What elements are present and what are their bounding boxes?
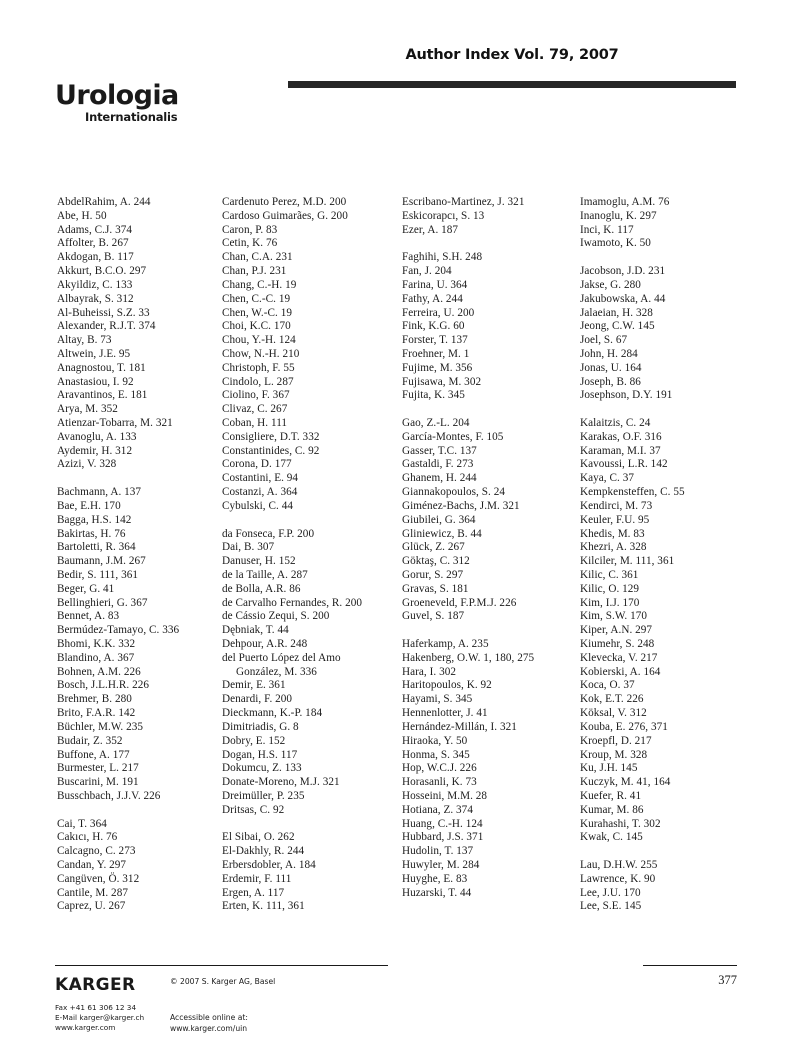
index-entry: Fujita, K. 345 [402, 389, 465, 402]
index-entry: Kiumehr, S. 248 [580, 638, 655, 650]
index-entry: Dimitriadis, G. 8 [222, 720, 299, 733]
index-entry: Costantini, E. 94 [222, 472, 299, 485]
index-entry: Kobierski, A. 164 [580, 665, 661, 678]
index-entry: Inci, K. 117 [580, 223, 634, 236]
index-group-spacer [580, 403, 760, 417]
index-entry: El Sibai, O. 262 [222, 831, 295, 844]
index-entry: Avanoglu, A. 133 [57, 430, 137, 443]
index-column-3 [402, 196, 580, 900]
index-entry: Chen, C.-C. 19 [222, 292, 291, 305]
index-entry: Affolter, B. 267 [57, 237, 129, 250]
index-entry: Cangüven, Ö. 312 [57, 872, 140, 885]
index-entry: Clivaz, C. 267 [222, 403, 288, 416]
index-entry: Froehner, M. 1 [402, 347, 470, 360]
index-entry: Ciolino, F. 367 [222, 389, 290, 402]
page-number: 377 [718, 973, 737, 987]
index-entry: Kuefer, R. 41 [580, 789, 642, 802]
index-entry: Glück, Z. 267 [402, 541, 465, 554]
index-entry: Kaya, C. 37 [580, 472, 634, 485]
index-entry: Hubbard, J.S. 371 [402, 831, 484, 844]
index-entry: Gliniewicz, B. 44 [402, 527, 482, 540]
index-entry: Kroup, M. 328 [580, 748, 648, 761]
index-entry: Kendirci, M. 73 [580, 499, 653, 512]
index-entry: Hakenberg, O.W. 1, 180, 275 [402, 651, 535, 664]
index-entry: Hernández-Millán, I. 321 [402, 720, 517, 733]
index-entry: Fujime, M. 356 [402, 361, 473, 374]
index-entry: Giannakopoulos, S. 24 [402, 486, 505, 499]
karger-publisher-logo: KARGER [55, 975, 136, 995]
index-entry: Aydemir, H. 312 [57, 444, 133, 457]
index-entry: Dehpour, A.R. 248 [222, 638, 308, 650]
index-entry: Erdemir, F. 111 [222, 872, 292, 885]
footer-divider-rule-left [55, 965, 388, 966]
index-entry: Brehmer, B. 280 [57, 693, 132, 706]
index-entry: Horasanli, K. 73 [402, 776, 477, 789]
index-entry: Giubilei, G. 364 [402, 513, 476, 526]
index-entry: Farina, U. 364 [402, 278, 468, 291]
index-entry: González, M. 336 [236, 665, 317, 678]
index-entry: Khedis, M. 83 [580, 527, 645, 540]
index-entry: Akyildiz, C. 133 [57, 278, 133, 291]
index-entry: Cantile, M. 287 [57, 886, 128, 899]
index-entry: Bachmann, A. 137 [57, 486, 142, 499]
index-entry: Kempkensteffen, C. 55 [580, 486, 685, 499]
index-entry: de la Taille, A. 287 [222, 568, 308, 581]
index-entry: Bartoletti, R. 364 [57, 541, 136, 554]
index-entry: Kilic, C. 361 [580, 568, 639, 581]
index-entry: Lawrence, K. 90 [580, 872, 656, 885]
index-entry: Keuler, F.U. 95 [580, 513, 650, 526]
index-entry: Göktaş, C. 312 [402, 555, 470, 568]
index-entry: Khezri, A. 328 [580, 541, 647, 554]
index-entry: Bhomi, K.K. 332 [57, 638, 136, 650]
index-entry: Dobry, E. 152 [222, 734, 286, 747]
index-entry: Jalaeian, H. 328 [580, 306, 653, 319]
index-entry: Cai, T. 364 [57, 817, 107, 830]
index-entry: Cybulski, C. 44 [222, 499, 293, 512]
index-entry: Dritsas, C. 92 [222, 803, 285, 816]
index-entry: Cakıcı, H. 76 [57, 831, 118, 844]
index-entry: Abe, H. 50 [57, 209, 107, 222]
index-entry: Hudolin, T. 137 [402, 845, 474, 858]
index-entry: Bosch, J.L.H.R. 226 [57, 679, 150, 692]
page-header [0, 0, 794, 140]
index-entry: Albayrak, S. 312 [57, 292, 134, 305]
index-entry: Dieckmann, K.-P. 184 [222, 707, 323, 720]
index-entry: Kiper, A.N. 297 [580, 624, 653, 637]
index-entry: Beger, G. 41 [57, 582, 115, 595]
index-entry: Ergen, A. 117 [222, 886, 285, 899]
index-entry: Chan, C.A. 231 [222, 251, 293, 264]
index-entry: Constantinides, C. 92 [222, 444, 320, 457]
online-access-block [170, 1012, 248, 1034]
index-entry: Ferreira, U. 200 [402, 306, 475, 319]
index-entry: Jeong, C.W. 145 [580, 320, 655, 333]
copyright-notice: © 2007 S. Karger AG, Basel [170, 977, 276, 986]
index-entry: Gao, Z.-L. 204 [402, 417, 470, 429]
index-entry: Bennet, A. 83 [57, 610, 120, 623]
index-entry: Bellinghieri, G. 367 [57, 596, 148, 609]
index-entry: Fathy, A. 244 [402, 292, 463, 305]
index-entry: Dai, B. 307 [222, 541, 275, 554]
index-entry: Gasser, T.C. 137 [402, 444, 477, 457]
index-entry: Kumar, M. 86 [580, 803, 644, 816]
author-index-body [0, 196, 794, 936]
publisher-email: E-Mail karger@karger.ch [55, 1012, 145, 1022]
index-group-spacer [580, 251, 760, 265]
index-entry: Hara, I. 302 [402, 665, 457, 678]
index-entry: Caron, P. 83 [222, 223, 278, 236]
index-entry: Caprez, U. 267 [57, 900, 126, 913]
index-entry: Guvel, S. 187 [402, 610, 465, 623]
index-entry: Büchler, M.W. 235 [57, 720, 144, 733]
index-entry: El-Dakhly, R. 244 [222, 845, 305, 858]
index-entry: Dreimüller, P. 235 [222, 789, 305, 802]
index-group-spacer [222, 818, 402, 832]
index-entry: Gorur, S. 297 [402, 568, 464, 581]
index-entry: Ghanem, H. 244 [402, 472, 477, 485]
index-entry: Demir, E. 361 [222, 679, 286, 692]
index-entry: Karakas, O.F. 316 [580, 430, 662, 443]
index-entry: Joel, S. 67 [580, 334, 628, 347]
index-entry: Blandino, A. 367 [57, 651, 135, 664]
index-entry: Ku, J.H. 145 [580, 762, 638, 775]
online-access-url: www.karger.com/uin [170, 1024, 248, 1033]
index-entry: Faghihi, S.H. 248 [402, 251, 483, 264]
index-entry: Eskicorapcı, S. 13 [402, 209, 485, 222]
index-entry: Costanzi, A. 364 [222, 486, 298, 499]
index-entry: Josephson, D.Y. 191 [580, 389, 673, 402]
index-entry: Donate-Moreno, M.J. 321 [222, 776, 340, 789]
index-entry: Kroepfl, D. 217 [580, 734, 652, 747]
page-footer [0, 955, 794, 1058]
index-entry: Iwamoto, K. 50 [580, 237, 651, 250]
index-entry: Hennenlotter, J. 41 [402, 707, 488, 720]
index-entry: Adams, C.J. 374 [57, 223, 133, 236]
index-entry: Danuser, H. 152 [222, 555, 296, 568]
index-entry: Erten, K. 111, 361 [222, 900, 305, 913]
index-entry: Hiraoka, Y. 50 [402, 734, 468, 747]
index-entry: Hop, W.C.J. 226 [402, 762, 477, 775]
index-entry: Bohnen, A.M. 226 [57, 665, 141, 678]
index-entry: Kok, E.T. 226 [580, 693, 644, 706]
index-entry: Cardenuto Perez, M.D. 200 [222, 196, 347, 208]
index-entry: Jacobson, J.D. 231 [580, 265, 666, 278]
index-entry: Dokumcu, Z. 133 [222, 762, 302, 775]
index-entry: Köksal, V. 312 [580, 707, 647, 720]
index-entry: Busschbach, J.J.V. 226 [57, 789, 161, 802]
index-entry: de Bolla, A.R. 86 [222, 582, 301, 595]
index-entry: Kim, S.W. 170 [580, 610, 648, 623]
header-divider-rule [288, 81, 736, 88]
index-entry: Lee, J.U. 170 [580, 886, 641, 899]
index-entry: Candan, Y. 297 [57, 859, 127, 871]
index-group-spacer [402, 237, 580, 251]
page-title: Author Index Vol. 79, 2007 [405, 47, 619, 63]
index-column-2 [222, 196, 402, 914]
index-entry: John, H. 284 [580, 347, 638, 360]
index-entry: Hayami, S. 345 [402, 693, 473, 706]
index-entry: Baumann, J.M. 267 [57, 555, 146, 568]
index-entry: Fan, J. 204 [402, 265, 452, 278]
index-entry: Haferkamp, A. 235 [402, 638, 489, 650]
index-entry: Christoph, F. 55 [222, 361, 295, 374]
index-entry: Huzarski, T. 44 [402, 886, 472, 899]
index-entry: Budair, Z. 352 [57, 734, 123, 747]
index-entry: de Cássio Zequi, S. 200 [222, 610, 330, 623]
index-entry: Aravantinos, E. 181 [57, 389, 148, 402]
index-entry: Cetin, K. 76 [222, 237, 278, 250]
index-entry: Lau, D.H.W. 255 [580, 859, 658, 871]
index-entry: Huyghe, E. 83 [402, 872, 468, 885]
index-entry: Bakirtas, H. 76 [57, 527, 126, 540]
index-entry: Bae, E.H. 170 [57, 499, 121, 512]
index-entry: Cardoso Guimarães, G. 200 [222, 209, 348, 222]
index-entry: Bedir, S. 111, 361 [57, 568, 139, 581]
index-entry: Chan, P.J. 231 [222, 265, 287, 278]
index-entry: Hosseini, M.M. 28 [402, 789, 488, 802]
index-entry: García-Montes, F. 105 [402, 430, 504, 443]
index-entry: Brito, F.A.R. 142 [57, 707, 136, 720]
index-entry: Arya, M. 352 [57, 403, 118, 416]
index-entry: Huang, C.-H. 124 [402, 817, 483, 830]
index-entry: Kalaitzis, C. 24 [580, 417, 651, 429]
index-entry: Kilic, O. 129 [580, 582, 640, 595]
index-column-1 [57, 196, 222, 914]
index-entry: Lee, S.E. 145 [580, 900, 642, 913]
index-entry: Ezer, A. 187 [402, 223, 459, 236]
index-group-spacer [580, 845, 760, 859]
index-entry: Denardi, F. 200 [222, 693, 293, 706]
index-entry: Giménez-Bachs, J.M. 321 [402, 499, 520, 512]
index-entry: Chang, C.-H. 19 [222, 278, 297, 291]
publisher-fax: Fax +41 61 306 12 34 [55, 1003, 137, 1012]
index-group-spacer [57, 472, 222, 486]
index-entry: Fujisawa, M. 302 [402, 375, 482, 388]
index-entry: Calcagno, C. 273 [57, 845, 136, 858]
index-entry: Gravas, S. 181 [402, 582, 469, 595]
index-entry: del Puerto López del Amo [222, 651, 341, 664]
index-entry: Akkurt, B.C.O. 297 [57, 265, 147, 278]
index-entry: Chen, W.-C. 19 [222, 306, 293, 319]
index-entry: Altwein, J.E. 95 [57, 347, 131, 360]
index-entry: Buffone, A. 177 [57, 748, 130, 761]
index-column-4 [580, 196, 760, 914]
index-entry: Kuczyk, M. 41, 164 [580, 776, 671, 789]
index-entry: da Fonseca, F.P. 200 [222, 527, 315, 540]
index-entry: Kurahashi, T. 302 [580, 817, 661, 830]
publisher-contact-block [55, 1003, 144, 1032]
index-group-spacer [402, 624, 580, 638]
index-entry: Inanoglu, K. 297 [580, 209, 657, 222]
index-entry: Gastaldi, F. 273 [402, 458, 474, 471]
journal-logo-subtitle: Internationalis [85, 110, 178, 124]
index-entry: Burmester, L. 217 [57, 762, 139, 775]
index-entry: Al-Buheissi, S.Z. 33 [57, 306, 150, 319]
index-group-spacer [222, 514, 402, 528]
index-entry: Chow, N.-H. 210 [222, 347, 300, 360]
index-entry: Kwak, C. 145 [580, 831, 643, 844]
index-entry: Jakse, G. 280 [580, 278, 641, 291]
index-entry: Klevecka, V. 217 [580, 651, 658, 664]
index-entry: AbdelRahim, A. 244 [57, 196, 151, 208]
index-entry: Choi, K.C. 170 [222, 320, 291, 333]
index-entry: Joseph, B. 86 [580, 375, 641, 388]
index-entry: Haritopoulos, K. 92 [402, 679, 492, 692]
index-entry: Consigliere, D.T. 332 [222, 430, 320, 443]
index-entry: Imamoglu, A.M. 76 [580, 196, 670, 208]
index-entry: Bermúdez-Tamayo, C. 336 [57, 624, 180, 637]
index-entry: Huwyler, M. 284 [402, 859, 480, 871]
online-access-label: Accessible online at: [170, 1013, 248, 1022]
index-entry: Jakubowska, A. 44 [580, 292, 666, 305]
index-entry: Honma, S. 345 [402, 748, 470, 761]
index-entry: Forster, T. 137 [402, 334, 468, 347]
index-entry: Fink, K.G. 60 [402, 320, 465, 333]
index-entry: Cindolo, L. 287 [222, 375, 294, 388]
index-entry: Karaman, M.I. 37 [580, 444, 661, 457]
index-entry: Jonas, U. 164 [580, 361, 642, 374]
index-entry: Corona, D. 177 [222, 458, 292, 471]
index-entry: Kavoussi, L.R. 142 [580, 458, 668, 471]
index-entry: Coban, H. 111 [222, 417, 288, 429]
index-entry: Atienzar-Tobarra, M. 321 [57, 417, 173, 429]
index-entry: Koca, O. 37 [580, 679, 635, 692]
index-entry: Groeneveld, F.P.M.J. 226 [402, 596, 517, 609]
index-entry: Altay, B. 73 [57, 334, 112, 347]
index-entry: Bagga, H.S. 142 [57, 513, 132, 526]
index-entry: Alexander, R.J.T. 374 [57, 320, 156, 333]
journal-logo [55, 82, 205, 124]
footer-divider-rule-right [643, 965, 737, 966]
index-entry: Kim, I.J. 170 [580, 596, 640, 609]
index-entry: Azizi, V. 328 [57, 458, 117, 471]
index-entry: Hotiana, Z. 374 [402, 803, 473, 816]
index-entry: Escribano-Martinez, J. 321 [402, 196, 525, 208]
index-entry: Dogan, H.S. 117 [222, 748, 298, 761]
index-entry: Kouba, E. 276, 371 [580, 720, 668, 733]
journal-logo-main: Urologia [55, 80, 179, 111]
index-entry: Anastasiou, I. 92 [57, 375, 134, 388]
publisher-website: www.karger.com [55, 1022, 116, 1032]
index-entry: Anagnostou, T. 181 [57, 361, 146, 374]
index-entry: Erbersdobler, A. 184 [222, 859, 316, 871]
index-entry: Buscarini, M. 191 [57, 776, 139, 789]
index-entry: Dębniak, T. 44 [222, 624, 289, 637]
index-entry: Chou, Y.-H. 124 [222, 334, 296, 347]
index-group-spacer [402, 403, 580, 417]
index-entry: de Carvalho Fernandes, R. 200 [222, 596, 363, 609]
index-group-spacer [57, 804, 222, 818]
index-entry: Kilciler, M. 111, 361 [580, 555, 675, 568]
index-entry: Akdogan, B. 117 [57, 251, 134, 264]
